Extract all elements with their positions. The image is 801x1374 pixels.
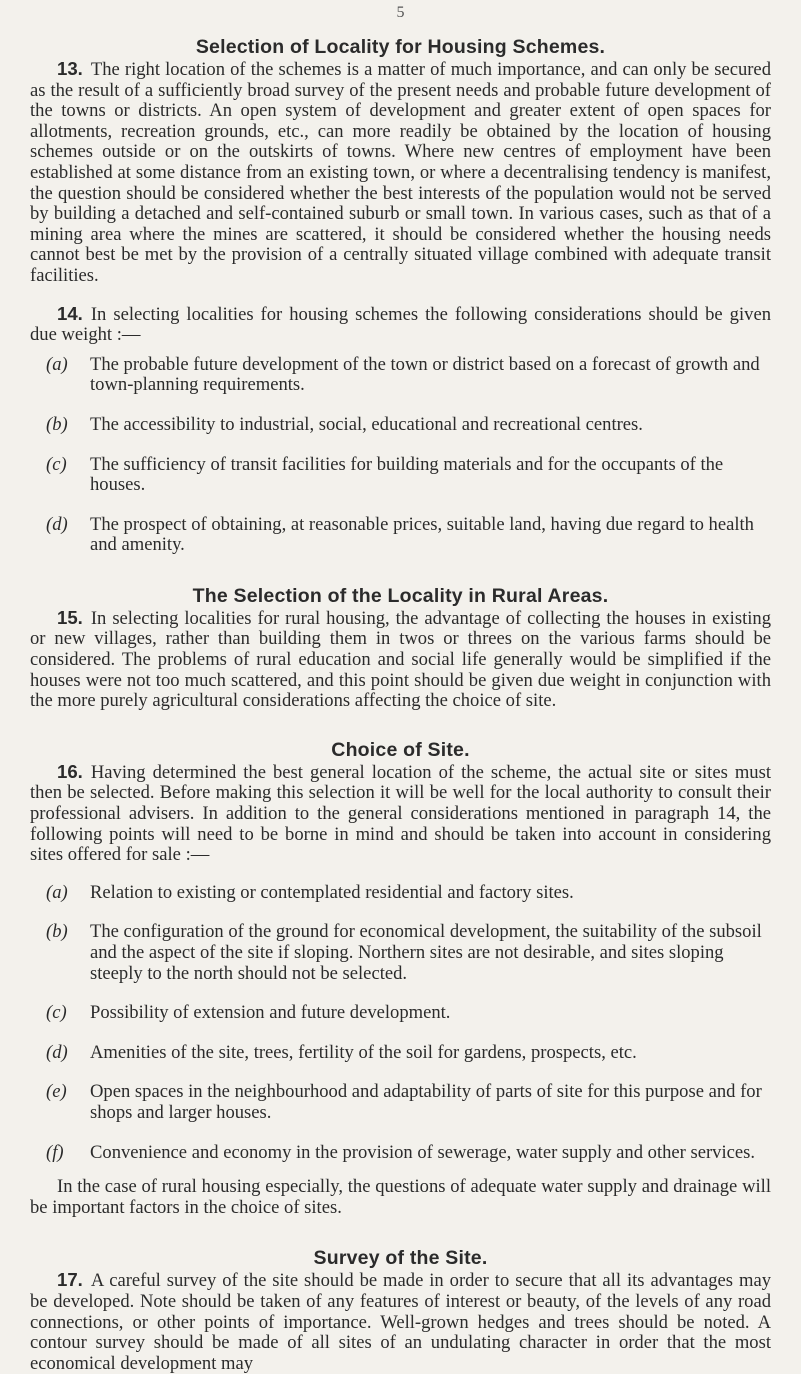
site-points-list xyxy=(30,883,771,1163)
section-heading-survey: Survey of the Site. xyxy=(313,1247,488,1270)
item-text: The prospect of obtaining, at reasonable prices, suitable land, having due regard to health and amenity. xyxy=(90,513,754,556)
list-item xyxy=(30,455,771,496)
section-heading-locality: Selection of Locality for Housing Schemes. xyxy=(195,36,606,58)
paragraph-13 xyxy=(30,59,771,287)
paragraph-17 xyxy=(30,1270,771,1374)
item-text: The probable future development of the town or district based on a forecast of growth and town-planning requirements. xyxy=(90,353,760,396)
list-item xyxy=(30,1143,771,1164)
paragraph-text: In selecting localities for rural housing, the advantage of collecting the houses in existing or new villages, rather than building them in twos or threes on the various farms should be considered. The problems of rural education and social life generally would be simplified if the houses were not too much scattered, and this point should be given due weight in conjunction with the more purely agricultural considerations affecting the choice of site. xyxy=(30,607,771,712)
paragraph-16 xyxy=(30,762,771,866)
paragraph-text: Having determined the best general location of the scheme, the actual site or sites must then be selected. Before making this selection it will be well for the local authority to consult their professional advisers. In addition to the general considerations mentioned in paragraph 14, the following points will need to be borne in mind and should be taken into account in considering sites offered for sale :— xyxy=(30,761,771,866)
item-label: (c) xyxy=(46,1002,67,1024)
paragraph-number: 13. xyxy=(57,58,83,79)
section-heading-choice-of-site: Choice of Site. xyxy=(331,738,470,761)
paragraph-text: The right location of the schemes is a matter of much importance, and can only be secured as the result of a sufficiently broad survey of the present needs and probable future development of the towns or districts. An open system of development and greater extent of open spaces for allotments, recreation grounds, etc., can more readily be obtained by the location of housing schemes outside or on the outskirts of towns. Where new centres of employment have been established at some distance from an existing town, or where a decentralising tendency is manifest, the question should be considered whether the best interests of the population would not be served by building a detached and self-contained suburb or small town. In various cases, such as that of a mining area where the mines are scattered, it should be considered whether the housing needs cannot best be met by the provision of a centrally situated village combined with adequate transit facilities. xyxy=(30,59,771,286)
item-label: (b) xyxy=(46,921,68,943)
item-text: The configuration of the ground for economical development, the suitability of the subsoil and the aspect of the site if sloping. Northern sites are not desirable, and sites sloping steeply to the north should not be selected. xyxy=(90,921,762,984)
list-item xyxy=(30,355,771,396)
item-text: Open spaces in the neighbourhood and adaptability of parts of site for this purpose and for shops and larger houses. xyxy=(90,1081,762,1123)
item-label: (b) xyxy=(46,413,68,435)
paragraph-text: A careful survey of the site should be made in order to secure that all its advantages may be developed. Note should be taken of any features of interest or beauty, of the levels of any road connections, or other points of importance. Well-grown hedges and trees should be noted. A contour survey should be made of all sites of an undulating character in order that the most economical development may xyxy=(30,1270,771,1374)
paragraph-number: 15. xyxy=(57,606,83,628)
list-item xyxy=(30,922,771,984)
considerations-list xyxy=(30,355,771,556)
paragraph-15 xyxy=(30,608,771,712)
item-label: (a) xyxy=(46,881,68,903)
paragraph-14 xyxy=(30,304,771,346)
item-text: Convenience and economy in the provision of sewerage, water supply and other services. xyxy=(90,1141,756,1163)
list-item xyxy=(30,1003,771,1024)
item-label: (c) xyxy=(46,453,67,475)
rural-housing-paragraph: In the case of rural housing especially, the questions of adequate water supply and drainage will be important factors in the choice of sites. xyxy=(30,1176,771,1218)
item-text: The sufficiency of transit facilities for building materials and for the occupants of the houses. xyxy=(90,453,724,496)
item-text: The accessibility to industrial, social, educational and recreational centres. xyxy=(90,413,643,435)
list-item xyxy=(30,515,771,556)
list-item xyxy=(30,415,771,436)
item-text: Amenities of the site, trees, fertility of the soil for gardens, prospects, etc. xyxy=(90,1041,637,1063)
paragraph-number: 17. xyxy=(57,1269,83,1291)
page-number: 5 xyxy=(396,4,405,21)
item-text: Possibility of extension and future development. xyxy=(90,1002,451,1024)
paragraph-number: 14. xyxy=(57,302,83,324)
paragraph-text: In selecting localities for housing schemes the following considerations should be given due weight :— xyxy=(30,303,771,346)
list-item xyxy=(30,883,771,904)
item-label: (d) xyxy=(46,513,68,535)
list-item xyxy=(30,1082,771,1123)
item-label: (d) xyxy=(46,1041,68,1063)
section-heading-rural: The Selection of the Locality in Rural Areas. xyxy=(192,584,609,607)
paragraph-number: 16. xyxy=(57,760,83,782)
item-label: (a) xyxy=(46,353,68,375)
item-label: (e) xyxy=(46,1081,67,1103)
item-text: Relation to existing or contemplated residential and factory sites. xyxy=(90,881,574,903)
item-label: (f) xyxy=(46,1141,64,1163)
list-item xyxy=(30,1043,771,1064)
